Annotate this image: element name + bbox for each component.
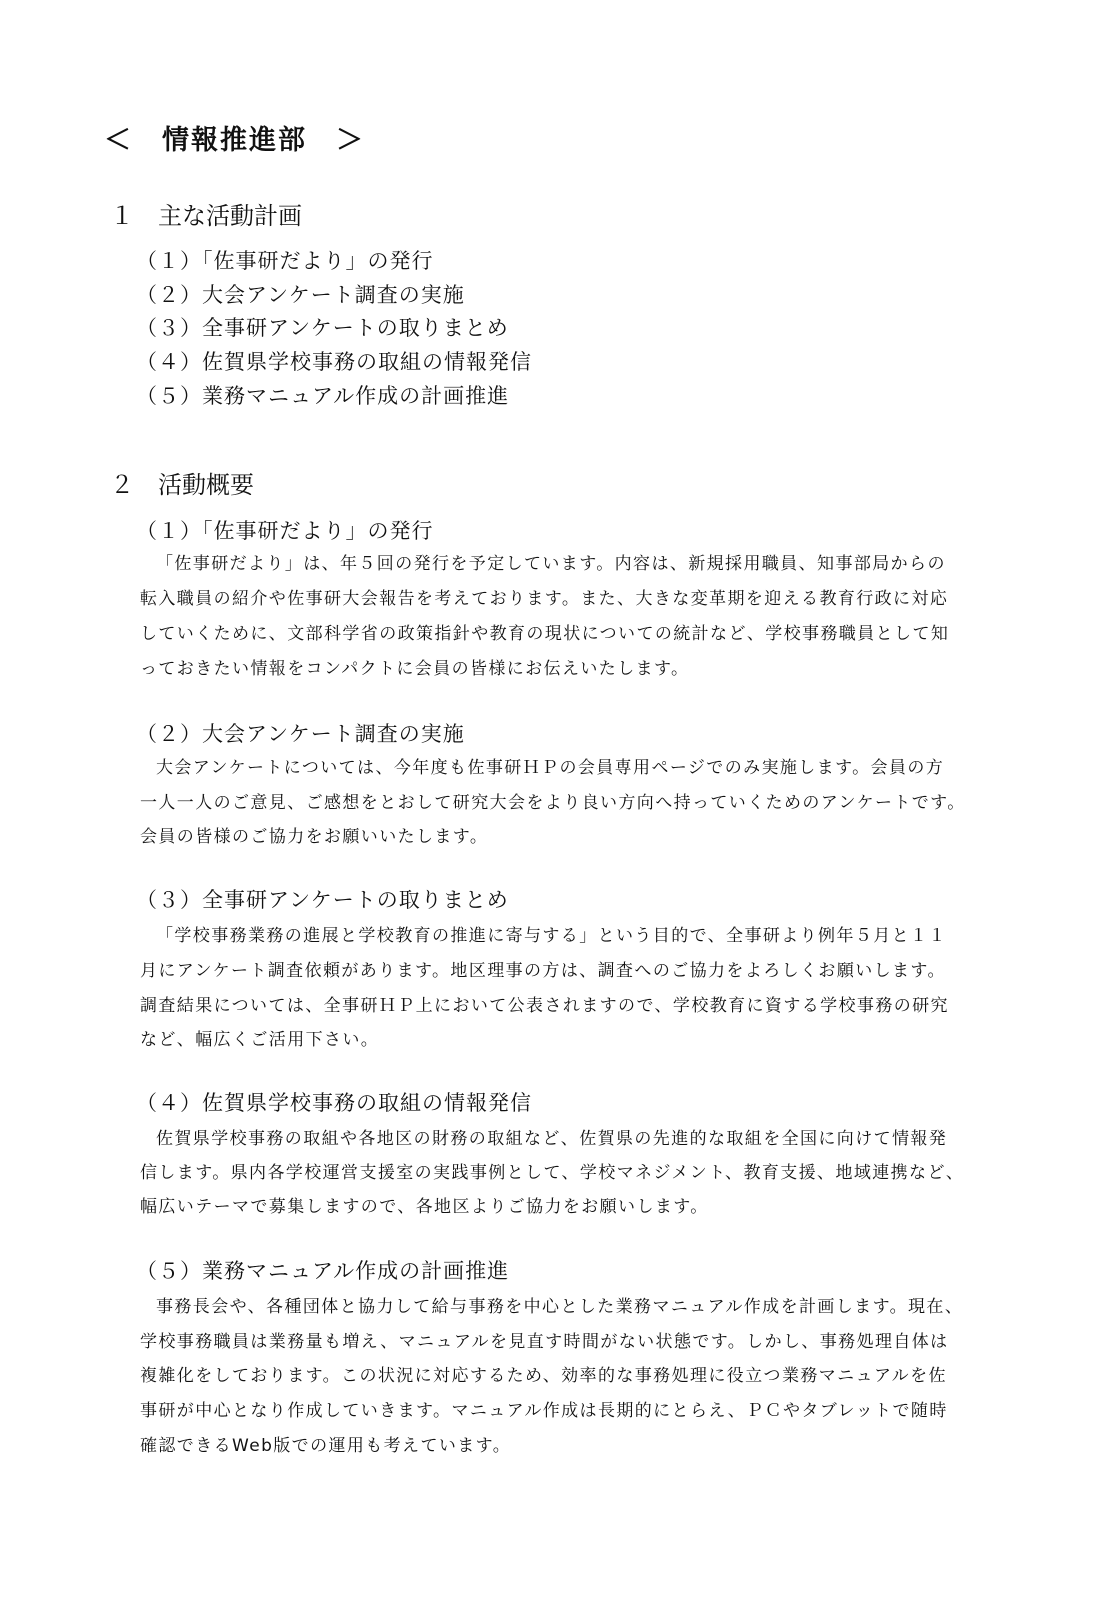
- paragraph-line: など、幅広くご活用下さい。: [140, 1030, 380, 1050]
- paragraph-line: 一人一人のご意見、ご感想をとおして研究大会をより良い方向へ持っていくためのアンケートです。: [140, 793, 966, 813]
- paragraph-line: 確認できるWeb版での運用も考えています。: [140, 1436, 512, 1456]
- page-title: ＜ 情報推進部 ＞: [104, 125, 365, 156]
- paragraph-line: 信します。県内各学校運営支援室の実践事例として、学校マネジメント、教育支援、地域連携など、: [140, 1163, 965, 1183]
- paragraph-line: 複雑化をしております。この状況に対応するため、効率的な事務処理に役立つ業務マニュアルを佐: [140, 1366, 947, 1386]
- subsection-heading: （５）業務マニュアル作成の計画推進: [136, 1259, 510, 1283]
- paragraph-line: 大会アンケートについては、今年度も佐事研ＨＰの会員専用ページでのみ実施します。会員の方: [156, 758, 945, 778]
- plan-item: （５）業務マニュアル作成の計画推進: [136, 384, 510, 408]
- section-heading-plan: １ 主な活動計画: [110, 202, 302, 230]
- subsection-heading: （４）佐賀県学校事務の取組の情報発信: [136, 1091, 532, 1115]
- paragraph-line: 幅広いテーマで募集しますので、各地区よりご協力をお願いします。: [140, 1197, 709, 1217]
- plan-item: （３）全事研アンケートの取りまとめ: [136, 316, 509, 340]
- plan-item: （４）佐賀県学校事務の取組の情報発信: [136, 350, 532, 374]
- paragraph-line: していくために、文部科学省の政策指針や教育の現状についての統計など、学校事務職員として知: [140, 624, 950, 644]
- paragraph-line: 佐賀県学校事務の取組や各地区の財務の取組など、佐賀県の先進的な取組を全国に向けて情報発: [156, 1129, 948, 1149]
- paragraph-line: 事研が中心となり作成していきます。マニュアル作成は長期的にとらえ、ＰＣやタブレットで随時: [140, 1401, 948, 1421]
- paragraph-line: 事務長会や、各種団体と協力して給与事務を中心とした業務マニュアル作成を計画します。現在、: [156, 1297, 964, 1317]
- paragraph-line: 「学校事務業務の進展と学校教育の推進に寄与する」という目的で、全事研より例年５月と１１: [156, 926, 947, 946]
- plan-item: （２）大会アンケート調査の実施: [136, 283, 465, 307]
- paragraph-line: 調査結果については、全事研ＨＰ上において公表されますので、学校教育に資する学校事務の研究: [140, 996, 949, 1016]
- paragraph-line: っておきたい情報をコンパクトに会員の皆様にお伝えいたします。: [140, 659, 690, 679]
- subsection-heading: （２）大会アンケート調査の実施: [136, 722, 465, 746]
- paragraph-line: 会員の皆様のご協力をお願いいたします。: [140, 827, 489, 847]
- paragraph-line: 月にアンケート調査依頼があります。地区理事の方は、調査へのご協力をよろしくお願いします。: [140, 961, 946, 981]
- plan-item: （１）「佐事研だより」の発行: [136, 249, 434, 273]
- paragraph-line: 転入職員の紹介や佐事研大会報告を考えております。また、大きな変革期を迎える教育行政に対応: [140, 589, 949, 609]
- paragraph-line: 「佐事研だより」は、年５回の発行を予定しています。内容は、新規採用職員、知事部局からの: [156, 554, 946, 574]
- paragraph-line: 学校事務職員は業務量も増え、マニュアルを見直す時間がない状態です。しかし、事務処理自体は: [140, 1332, 949, 1352]
- section-heading-overview: ２ 活動概要: [110, 471, 254, 499]
- subsection-heading: （１）「佐事研だより」の発行: [136, 519, 434, 543]
- subsection-heading: （３）全事研アンケートの取りまとめ: [136, 888, 509, 912]
